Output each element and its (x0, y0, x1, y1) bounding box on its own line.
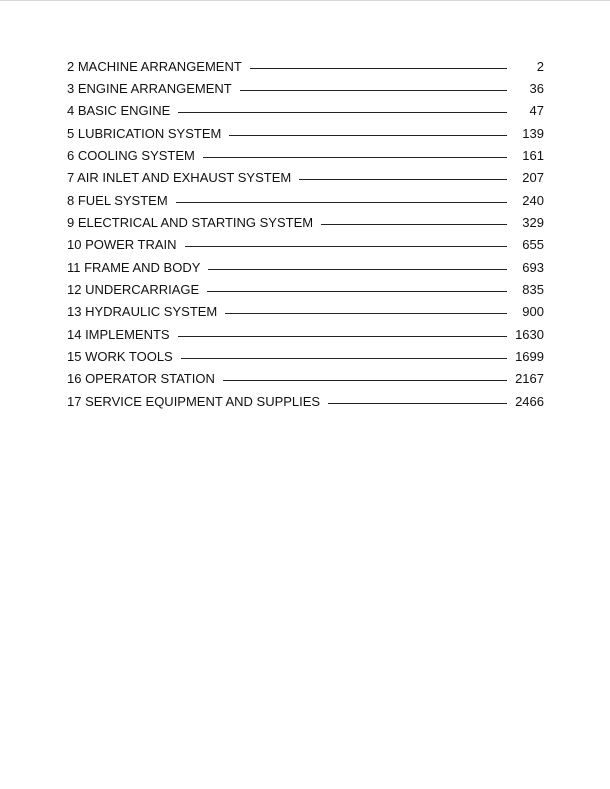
toc-leader-line (203, 157, 507, 158)
toc-entry-title: 6 COOLING SYSTEM (67, 148, 195, 164)
toc-entry-title: 16 OPERATOR STATION (67, 371, 215, 387)
toc-entry-page: 2167 (515, 371, 544, 387)
toc-leader-line (321, 224, 507, 225)
toc-entry-page: 2466 (515, 393, 544, 409)
toc-entry[interactable] (67, 189, 544, 211)
toc-entry-page: 2 (536, 58, 544, 74)
toc-entry[interactable] (67, 55, 544, 77)
toc-entry-title: 8 FUEL SYSTEM (67, 192, 168, 208)
toc-entry[interactable] (67, 211, 544, 233)
toc-leader-line (208, 269, 507, 270)
toc-leader-line (240, 90, 507, 91)
toc-entry[interactable] (67, 301, 544, 323)
toc-leader-line (178, 336, 507, 337)
toc-entry-page: 1630 (515, 326, 544, 342)
toc-entry-title: 13 HYDRAULIC SYSTEM (67, 304, 218, 320)
toc-entry-title: 12 UNDERCARRIAGE (67, 282, 200, 298)
toc-entry[interactable] (67, 77, 544, 99)
toc-entry[interactable] (67, 167, 544, 189)
toc-entry[interactable] (67, 323, 544, 345)
toc-entry-page: 835 (522, 282, 544, 298)
toc-entry-page: 655 (522, 237, 544, 253)
table-of-contents (67, 55, 544, 413)
toc-leader-line (185, 246, 507, 247)
toc-leader-line (176, 202, 507, 203)
toc-leader-line (299, 179, 507, 180)
toc-entry-page: 329 (522, 215, 544, 231)
toc-entry[interactable] (67, 345, 544, 367)
toc-leader-line (250, 68, 507, 69)
toc-entry-title: 17 SERVICE EQUIPMENT AND SUPPLIES (67, 393, 321, 409)
toc-entry-title: 10 POWER TRAIN (67, 237, 177, 253)
toc-entry-title: 14 IMPLEMENTS (67, 326, 170, 342)
toc-entry-page: 139 (522, 125, 544, 141)
toc-entry-page: 36 (529, 81, 544, 97)
toc-entry-title: 9 ELECTRICAL AND STARTING SYSTEM (67, 215, 314, 231)
page-top-border (0, 0, 610, 1)
toc-entry[interactable] (67, 368, 544, 390)
toc-entry-title: 7 AIR INLET AND EXHAUST SYSTEM (67, 170, 292, 186)
toc-leader-line (223, 380, 507, 381)
toc-entry[interactable] (67, 256, 544, 278)
toc-entry-title: 2 MACHINE ARRANGEMENT (67, 58, 242, 74)
toc-leader-line (178, 112, 507, 113)
toc-leader-line (229, 135, 507, 136)
toc-entry-page: 240 (522, 192, 544, 208)
toc-leader-line (207, 291, 507, 292)
toc-entry-title: 4 BASIC ENGINE (67, 103, 171, 119)
toc-entry[interactable] (67, 234, 544, 256)
toc-leader-line (328, 403, 507, 404)
toc-entry-page: 47 (529, 103, 544, 119)
toc-entry-page: 161 (522, 148, 544, 164)
toc-entry[interactable] (67, 100, 544, 122)
toc-entry[interactable] (67, 144, 544, 166)
toc-entry[interactable] (67, 278, 544, 300)
toc-entry-title: 3 ENGINE ARRANGEMENT (67, 81, 232, 97)
toc-leader-line (181, 358, 507, 359)
toc-entry-title: 15 WORK TOOLS (67, 349, 173, 365)
toc-entry-title: 5 LUBRICATION SYSTEM (67, 125, 222, 141)
toc-entry[interactable] (67, 390, 544, 412)
toc-leader-line (225, 313, 507, 314)
toc-entry-page: 1699 (515, 349, 544, 365)
toc-entry-page: 693 (522, 259, 544, 275)
toc-entry-page: 900 (522, 304, 544, 320)
toc-entry[interactable] (67, 122, 544, 144)
toc-entry-page: 207 (522, 170, 544, 186)
toc-entry-title: 11 FRAME AND BODY (67, 259, 201, 275)
